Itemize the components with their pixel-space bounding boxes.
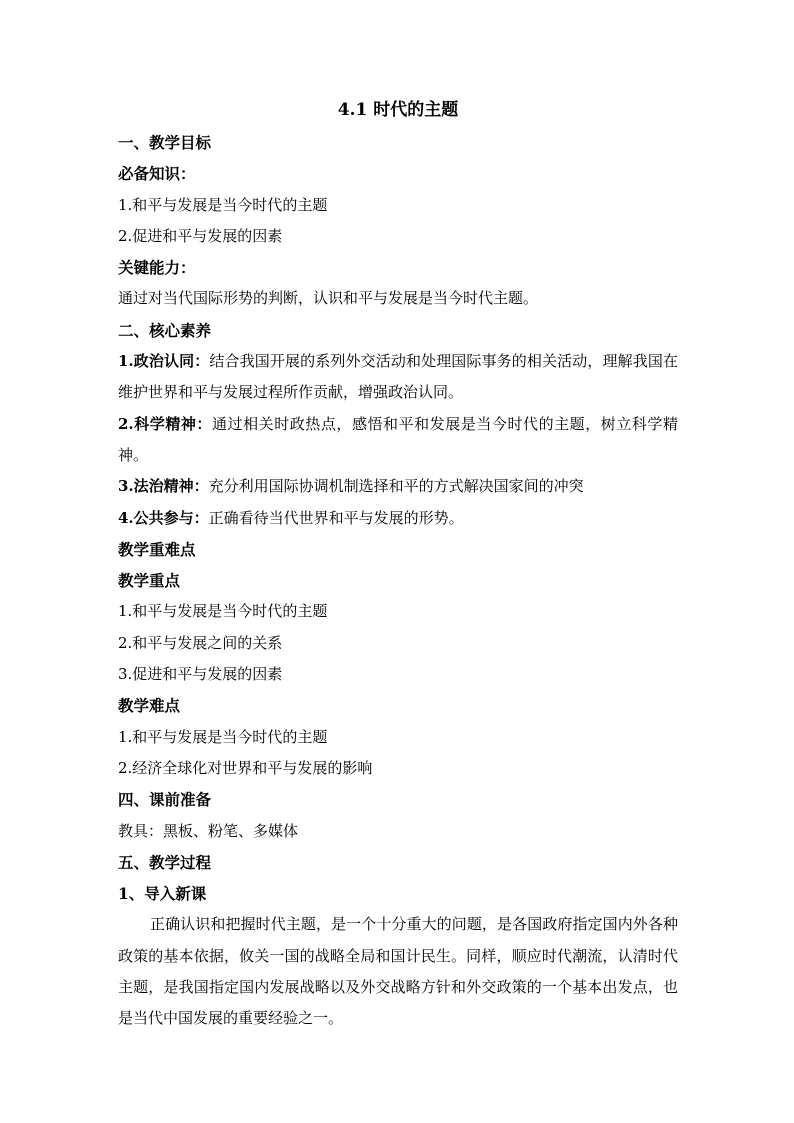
literacy-item-political [118, 346, 678, 409]
section-heading-teaching-goals: 一、教学目标 [118, 133, 212, 152]
preparation-text: 教具：黑板、粉笔、多媒体 [118, 821, 299, 840]
subheading-key-ability: 关键能力： [118, 258, 196, 278]
section-heading-teaching-process: 五、教学过程 [118, 852, 212, 872]
list-item: 3.促进和平与发展的因素 [118, 665, 283, 684]
section-heading-key-difficult: 教学重难点 [118, 539, 196, 559]
section-heading-preparation: 四、课前准备 [118, 790, 212, 810]
literacy-label: 4.公共参与： [118, 508, 209, 527]
list-item: 1.和平与发展是当今时代的主题 [118, 195, 328, 214]
subheading-required-knowledge: 必备知识： [118, 164, 196, 184]
literacy-text: 结合我国开展的系列外交活动和处理国际事务的相关活动，理解我国在维护世界和平与发展过程所作贡献，增强政治认同。 [118, 352, 678, 402]
literacy-label: 1.政治认同： [118, 352, 210, 371]
literacy-label: 3.法治精神： [118, 477, 209, 496]
list-item: 2.和平与发展之间的关系 [118, 633, 283, 652]
literacy-item-law [118, 471, 678, 502]
subheading-introduction: 1、导入新课 [118, 884, 207, 904]
list-item: 2.促进和平与发展的因素 [118, 226, 283, 245]
list-item: 1.和平与发展是当今时代的主题 [118, 602, 328, 621]
subheading-key-points: 教学重点 [118, 571, 181, 591]
literacy-text: 充分利用国际协调机制选择和平的方式解决国家间的冲突 [208, 477, 584, 496]
literacy-text: 正确看待当代世界和平与发展的形势。 [208, 508, 464, 527]
literacy-label: 2.科学精神： [118, 414, 212, 433]
literacy-item-participation [118, 503, 678, 534]
literacy-text: 通过相关时政热点，感悟和平和发展是当今时代的主题，树立科学精神。 [118, 414, 678, 464]
list-item: 2.经济全球化对世界和平与发展的影响 [118, 758, 373, 777]
page-title: 4.1 时代的主题 [337, 100, 459, 120]
subheading-difficult-points: 教学难点 [118, 696, 181, 716]
literacy-item-science [118, 409, 678, 472]
section-heading-core-literacy: 二、核心素养 [118, 320, 212, 340]
document-page [118, 96, 678, 1035]
introduction-paragraph: 正确认识和把握时代主题，是一个十分重大的问题，是各国政府指定国内外各种政策的基本依据，攸关一国的战略全局和国计民生。同样，顺应时代潮流，认清时代主题，是我国指定国内发展战略以及外交战略方针和外交政策的一个基本出发点，也是当代中国发展的重要经验之一。 [118, 915, 678, 1028]
ability-text: 通过对当代国际形势的判断，认识和平与发展是当今时代主题。 [118, 289, 539, 308]
list-item: 1.和平与发展是当今时代的主题 [118, 727, 328, 746]
